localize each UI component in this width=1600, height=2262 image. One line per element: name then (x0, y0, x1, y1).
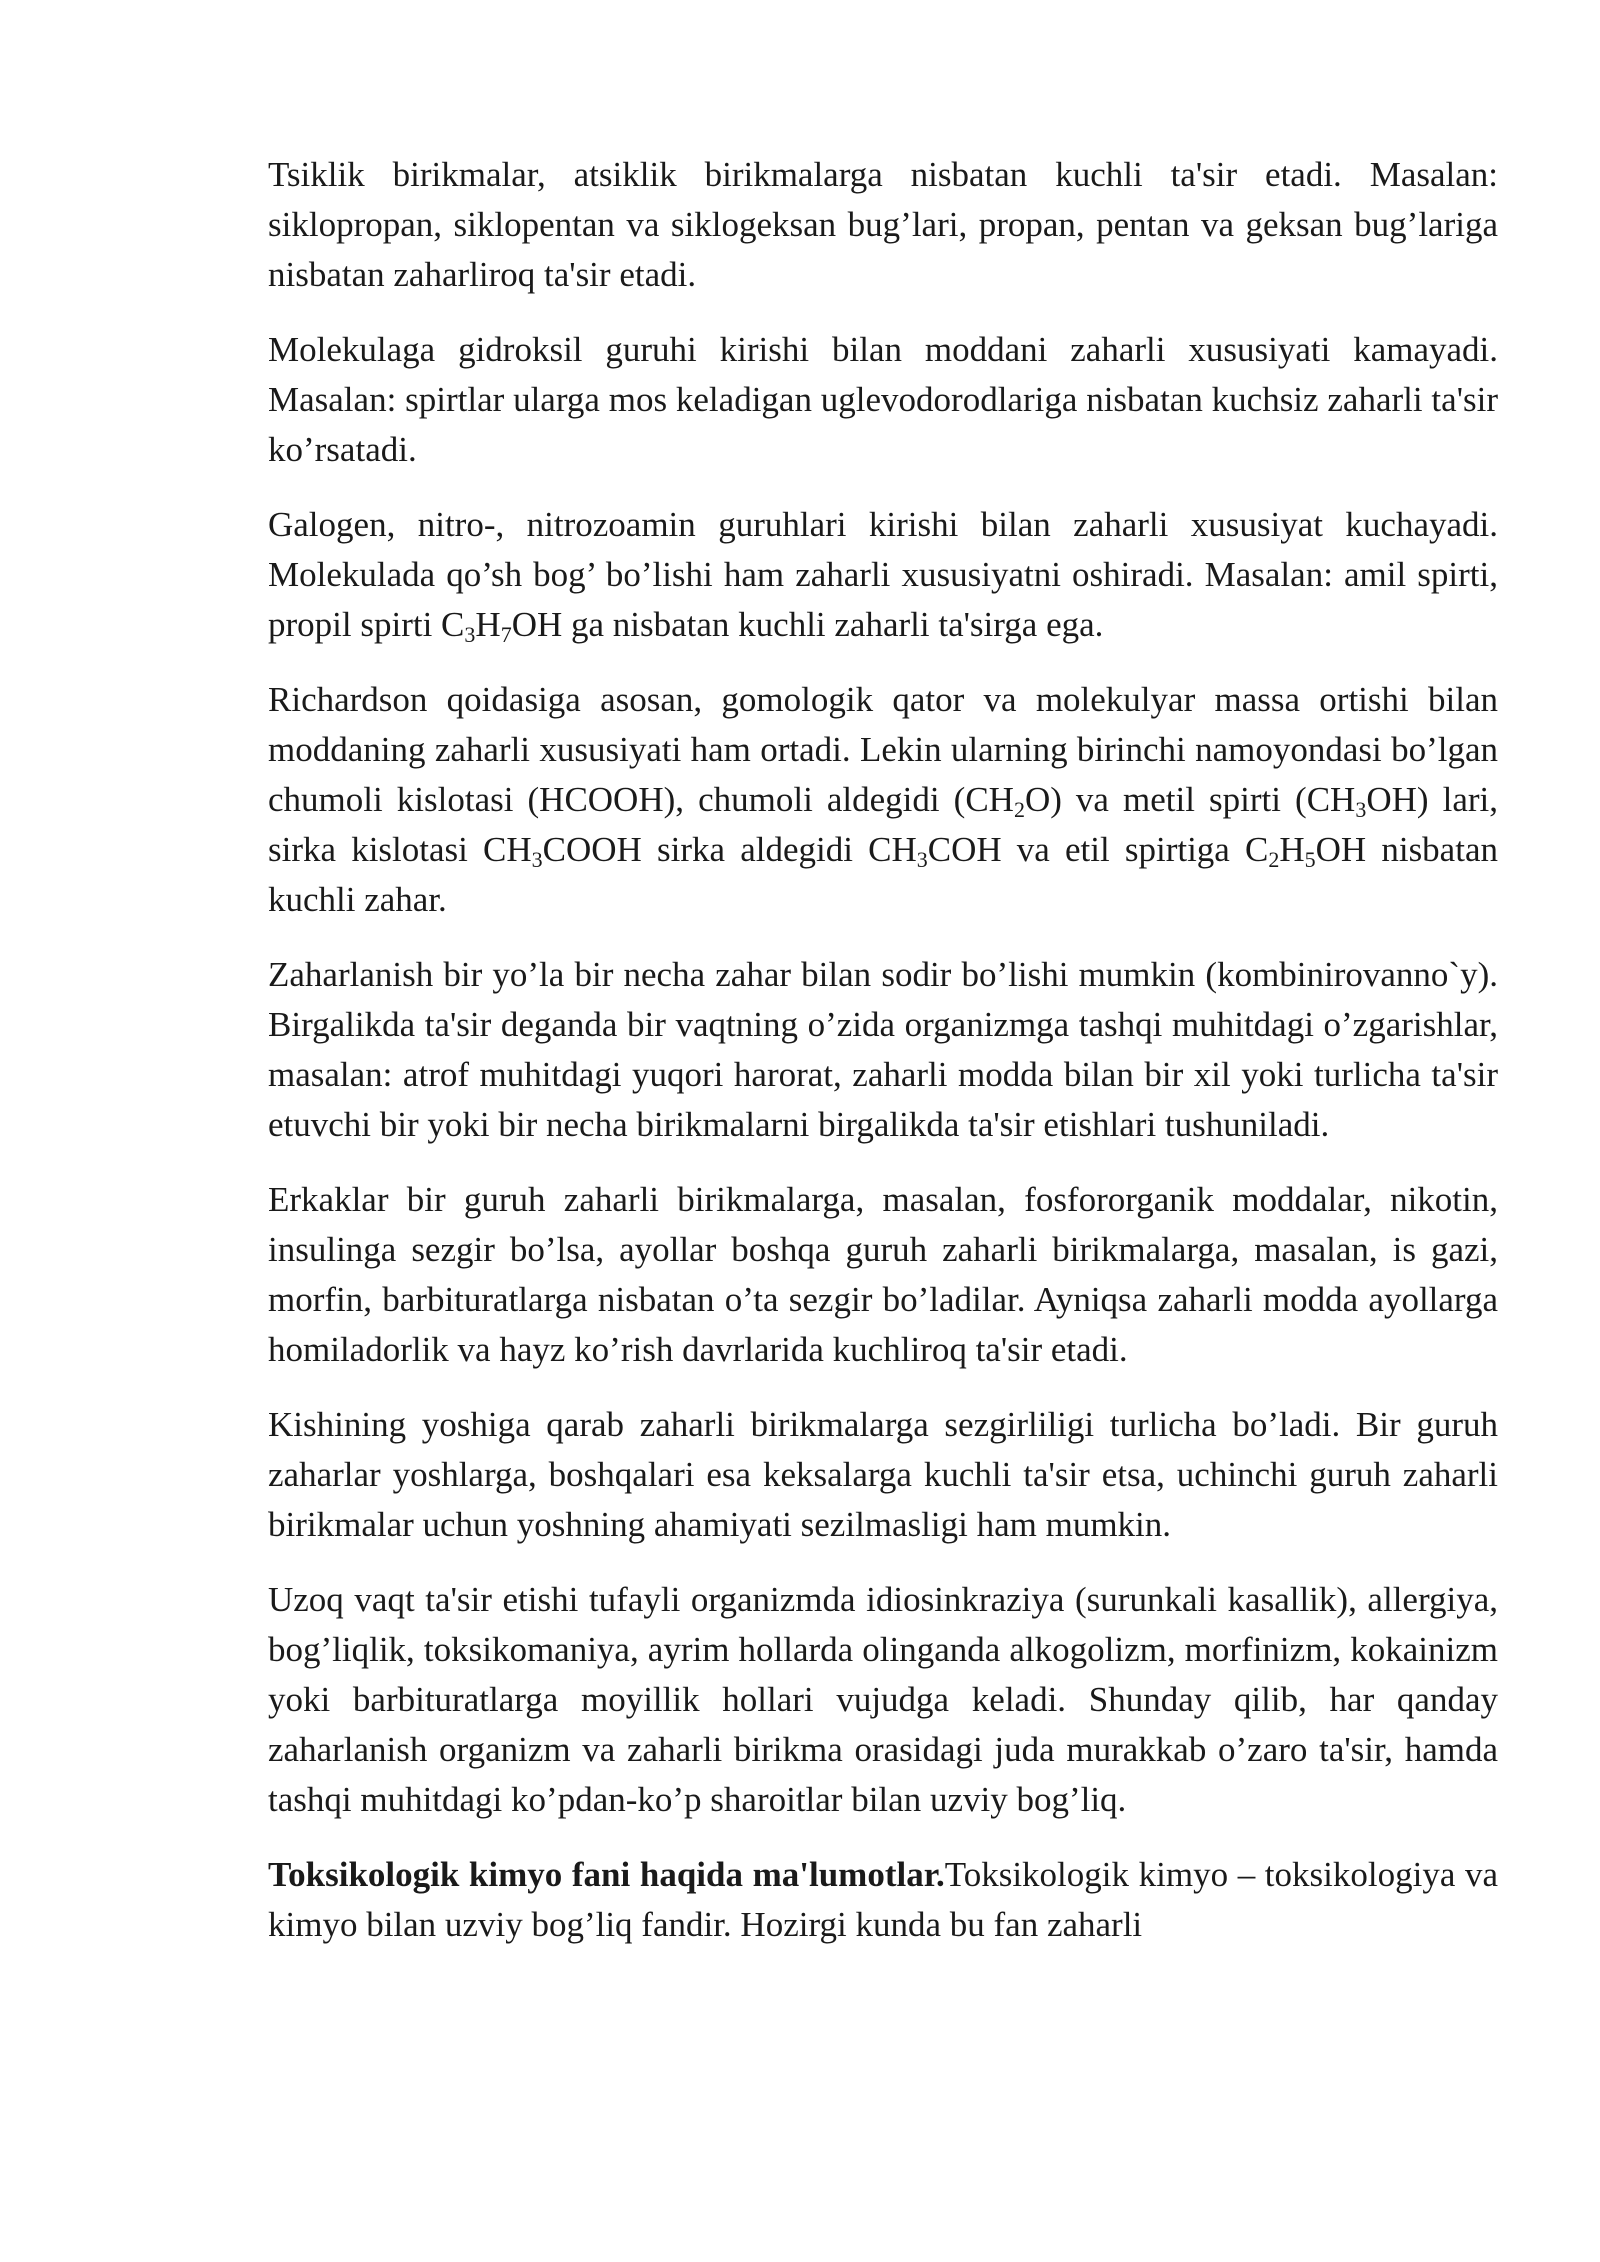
paragraph-long-term-exposure: Uzoq vaqt ta'sir etishi tufayli organizmda idiosinkraziya (surunkali kasallik), allergiya, bog’liqlik, toksikomaniya, ayrim hollarda olinganda alkogolizm, morfinizm, kokainizm yoki barbituratlarga moyillik hollari vujudga keladi. Shunday qilib, har qanday zaharlanish organizm va zaharli birikma orasidagi juda murakkab o’zaro ta'sir, hamda tashqi muhitdagi ko’pdan-ko’p sharoitlar bilan uzviy bog’liq. (268, 1580, 1498, 1819)
text-run: OH) lari, sirka kislotasi CH (268, 780, 1498, 869)
paragraph-cyclic-compounds: Tsiklik birikmalar, atsiklik birikmalarga nisbatan kuchli ta'sir etadi. Masalan: siklopropan, siklopentan va siklogeksan bug’lari, propan, pentan va geksan bug’lariga nisbatan zaharliroq ta'sir etadi. (268, 155, 1498, 294)
text-run: COH va etil spirtiga C (927, 830, 1269, 869)
subscript: 3 (1355, 797, 1367, 822)
subscript: 2 (1268, 847, 1280, 872)
subscript: 3 (464, 622, 476, 647)
paragraph-richardson-rule (268, 675, 1498, 925)
paragraph-gender-sensitivity: Erkaklar bir guruh zaharli birikmalarga, masalan, fosfororganik moddalar, nikotin, insulinga sezgir bo’lsa, ayollar boshqa guruh zaharli birikmalarga, masalan, is gazi, morfin, barbituratlarga nisbatan o’ta sezgir bo’ladilar. Ayniqsa zaharli modda ayollarga homiladorlik va hayz ko’rish davrlarida kuchliroq ta'sir etadi. (268, 1180, 1498, 1369)
text-run: OH ga nisbatan kuchli zaharli ta'sirga ega. (511, 605, 1104, 644)
paragraph-toxicological-chemistry (268, 1850, 1498, 1950)
paragraph-combined-poisoning: Zaharlanish bir yo’la bir necha zahar bilan sodir bo’lishi mumkin (kombinirovanno`y). Birgalikda ta'sir deganda bir vaqtning o’zida organizmga tashqi muhitdagi o’zgarishlar, masalan: atrof muhitdagi yuqori harorat, zaharli modda bilan bir xil yoki turlicha ta'sir etuvchi bir yoki bir necha birikmalarni birgalikda ta'sir etishlari tushuniladi. (268, 955, 1498, 1144)
text-run: Richardson qoidasiga asosan, gomologik qator va molekulyar massa ortishi bilan moddaning zaharli xususiyati ham ortadi. Lekin ularning birinchi namoyondasi bo’lgan chumoli kislotasi (HCOOH), chumoli aldegidi (CH (268, 680, 1498, 819)
subscript: 2 (1013, 797, 1025, 822)
text-run: COOH sirka aldegidi CH (542, 830, 917, 869)
subscript: 7 (500, 622, 512, 647)
text-run: H (475, 605, 501, 644)
paragraph-hydroxyl-group: Molekulaga gidroksil guruhi kirishi bilan moddani zaharli xususiyati kamayadi. Masalan: spirtlar ularga mos keladigan uglevodorodlariga nisbatan kuchsiz zaharli ta'sir ko’rsatadi. (268, 330, 1498, 469)
text-run: H (1279, 830, 1305, 869)
text-run: OH nisbatan kuchli zahar. (268, 830, 1498, 919)
text-run: Galogen, nitro-, nitrozoamin guruhlari kirishi bilan zaharli xususiyat kuchayadi. Molekulada qo’sh bog’ bo’lishi ham zaharli xususiyatni oshiradi. Masalan: amil spirti, propil spirti C (268, 505, 1498, 644)
subscript: 5 (1304, 847, 1316, 872)
paragraph-age-sensitivity: Kishining yoshiga qarab zaharli birikmalarga sezgirliligi turlicha bo’ladi. Bir guruh zaharlar yoshlarga, boshqalari esa keksalarga kuchli ta'sir etsa, uchinchi guruh zaharli birikmalar uchun yoshning ahamiyati sezilmasligi ham mumkin. (268, 1405, 1498, 1544)
paragraph-halogen-groups (268, 500, 1498, 650)
subscript: 3 (916, 847, 928, 872)
section-heading: Toksikologik kimyo fani haqida ma'lumotlar. (268, 1855, 945, 1894)
subscript: 3 (531, 847, 543, 872)
text-run: Toksikologik kimyo – toksikologiya va kimyo bilan uzviy bog’liq fandir. Hozirgi kunda bu fan zaharli (268, 1855, 1499, 1944)
text-run: O) va metil spirti (CH (1024, 780, 1356, 819)
